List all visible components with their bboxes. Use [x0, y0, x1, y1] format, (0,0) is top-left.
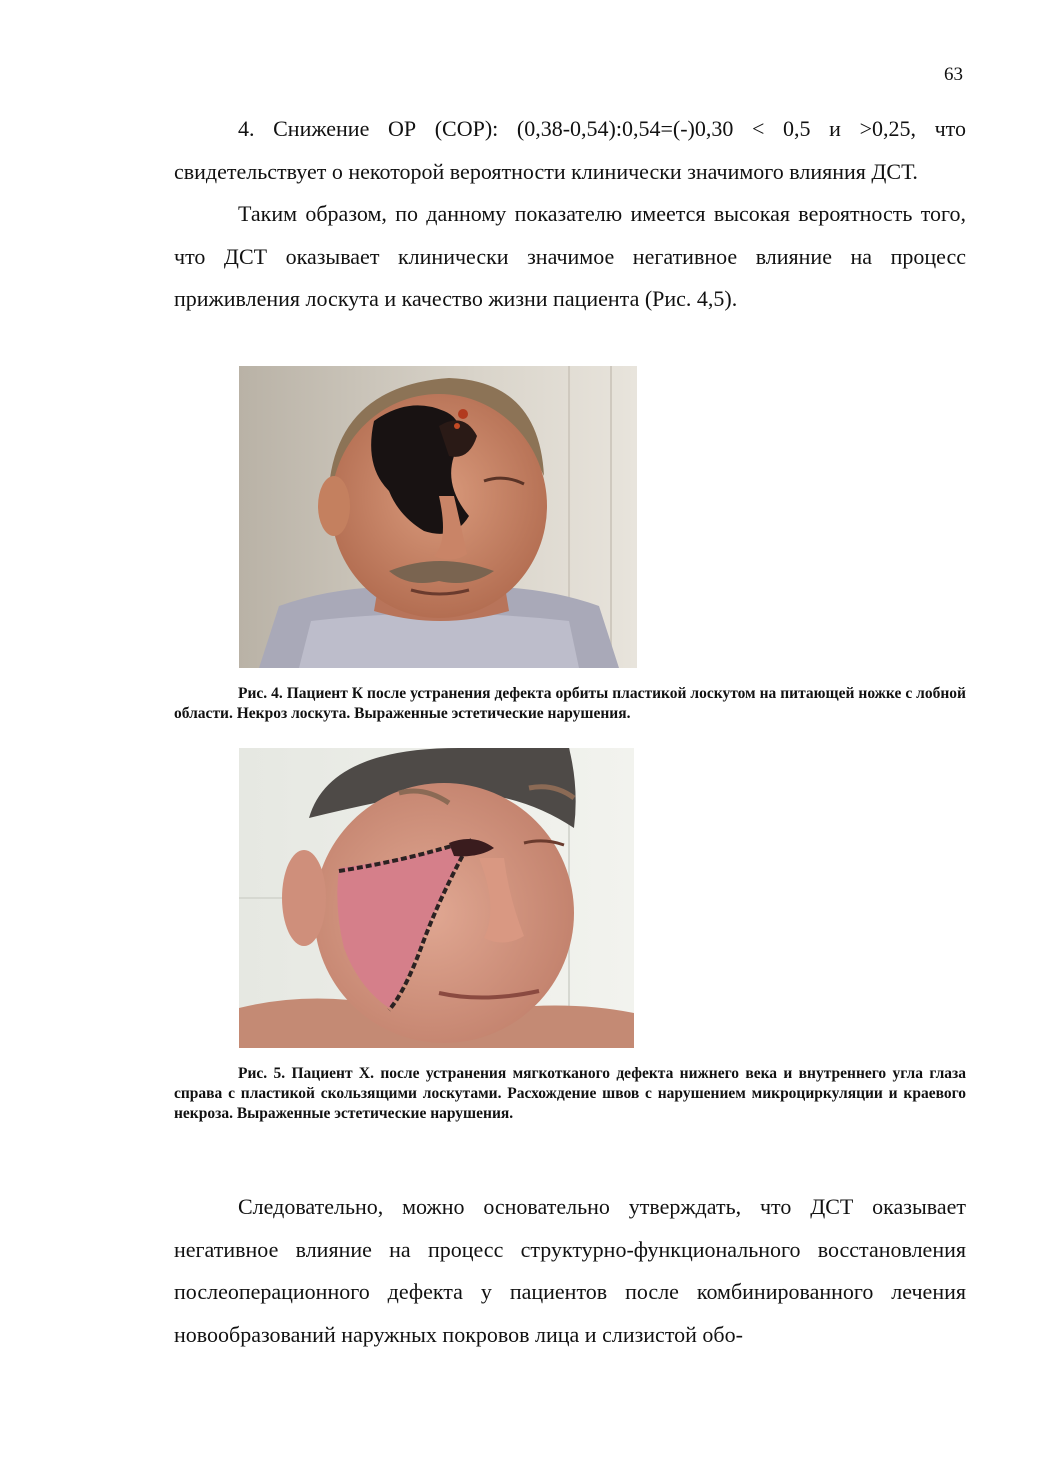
figure-5-photo [239, 748, 634, 1048]
figure-4-caption: Рис. 4. Пациент К после устранения дефекта орбиты пластикой лоскутом на питающей ножке с лобной области. Некроз лоскута. Выраженные эстетические нарушения. [174, 685, 966, 722]
paragraph: 4. Снижение ОР (СОР): (0,38-0,54):0,54=(-)0,30 < 0,5 и >0,25, что свидетельствует о некоторой вероятности клинически значимого влияния ДСТ. [174, 116, 966, 184]
body-text-bottom [174, 1186, 966, 1356]
paragraph: Таким образом, по данному показателю имеется высокая вероятность того, что ДСТ оказывает клинически значимое негативное влияние на процесс приживления лоскута и качество жизни пациента (Рис. 4,5). [174, 201, 966, 311]
page-number: 63 [944, 64, 963, 85]
figure-5-caption: Рис. 5. Пациент Х. после устранения мягкотканого дефекта нижнего века и внутреннего угла глаза справа с пластикой скользящими лоскутами. Расхождение швов с нарушением микроциркуляции и краевого некроза. Выраженные эстетические нарушения. [174, 1065, 966, 1122]
body-text-top [174, 108, 966, 321]
figure-4-photo [239, 366, 637, 668]
paragraph: Следовательно, можно основательно утверждать, что ДСТ оказывает негативное влияние на процесс структурно-функционального восстановления послеоперационного дефекта у пациентов после комбинированного лечения новообразований наружных покровов лица и слизистой обо- [174, 1194, 966, 1347]
